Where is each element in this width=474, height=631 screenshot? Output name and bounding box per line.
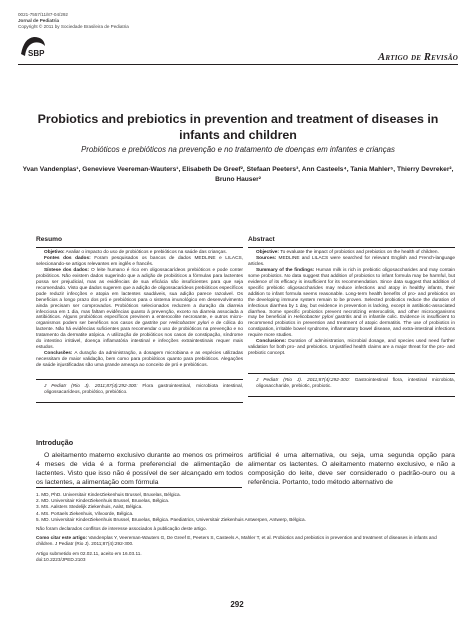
affiliation-2: 2. MD. Universitair KinderZiekenhuis Brussel, Bruxelas, Bélgica. [36, 498, 170, 504]
sbp-logo [18, 34, 48, 60]
intro-heading: Introdução [36, 438, 74, 447]
resumo-heading: Resumo [36, 236, 63, 243]
resumo-citation: J Pediatr (Rio J). 2011;87(4):292-300: Flora gastrointestinal, microbiota intestinal, oligossacarídeos, probiótico, prebiótico. [44, 384, 243, 396]
affiliation-5: 5. MD. Universitair KinderZiekenhuis Brussel, Bruxelas, Bélgica. Paediatrics, Universitair Ziekenhuis Antwerpen, Antwerp, Bélgica. [36, 516, 306, 522]
journal-header [18, 12, 458, 64]
journal-name: Jornal de Pediatria [18, 18, 60, 23]
intro-right-column [248, 438, 455, 487]
abstract-conclusions: Conclusions: Duration of administration, microbial dosage, and species used need further validation for both pro- and prebiotics. Unjustified health claims are a major threat for the pro- and prebiotic concept. [248, 339, 455, 357]
submission-dates: Artigo submetido em 02.02.11, aceito em 16.03.11. [36, 550, 142, 556]
affiliation-3: 3. MS. Aalsters Stedelijk Ziekenhuis, Aalst, Bélgica. [36, 504, 143, 510]
intro-heading-spacer [248, 438, 455, 447]
abstract-heading: Abstract [248, 236, 275, 243]
journal-info [18, 12, 129, 30]
resumo-box [36, 247, 243, 403]
resumo-sources: Fontes dos dados: Foram pesquisados os bancos de dados MEDLINE e LILACS, selecionando-se artigos relevantes em inglês e francês. [36, 255, 243, 267]
author-list: Yvan Vandenplas¹, Genevieve Veereman-Wauters¹, Elisabeth De Greef², Stefaan Peeters³, Ann Casteels⁴, Tania Mahler⁵, Thierry Devreker², Bruno Hauser² [22, 165, 454, 183]
footnotes [36, 492, 446, 563]
header-rule [18, 64, 458, 65]
article-subtitle: Probióticos e prebióticos na prevenção e no tratamento de doenças em infantes e crianças [81, 145, 395, 154]
affiliation-4: 4. MS. Portaels Ziekenhuis, Vilvoorde, Bélgica. [36, 510, 134, 516]
intro-paragraph: O aleitamento materno exclusivo durante ao menos os primeiros 4 meses de vida é a forma preferencial de alimentação de lactentes. Visto que isso não é possível de ser alcançado em todos os lactentes, a alimentação com fórmula [36, 452, 243, 487]
abstract-citation: J Pediatr (Rio J). 2011;87(4):292-300: Gastrointestinal flora, intestinal microbiota, oligosaccharide, prebiotic, probiotic. [256, 378, 455, 390]
affiliation-1: 1. MD, PhD. Universitair KinderZiekenhuis Brussel, Bruxelas, Bélgica. [36, 492, 181, 497]
resumo-bottom-rule [36, 402, 243, 403]
footnote-rule [36, 487, 242, 488]
resumo-conclusions: Conclusões: A duração da administração, a dosagem microbiana e as espécies utilizadas necessitam de maior validação, bem como para probióticos quanto para prebióticos. Alegações de saúde injustificadas são uma grande ameaça ao conceito de pró e prebióticos. [36, 351, 243, 369]
how-to-cite: Como citar este artigo: Vandenplas Y, Veereman-Wauters G, De Greef E, Peeters S, Casteels A, Mahler T, et al. Probiotics and prebiotics in prevention and treatment of diseases in infants and children. J Pediatr (Rio J). 2011;87(4):292-300. [36, 535, 437, 547]
abstract-column [248, 236, 455, 397]
resumo-column [36, 236, 243, 403]
page-number: 292 [230, 600, 244, 609]
abstract-bottom-rule [248, 396, 455, 397]
resumo-objective: Objetivo: Avaliar o impacto do uso de probióticos e prebióticos na saúde das crianças. [44, 250, 227, 255]
intro-paragraph-continued: artificial é uma alternativa, ou seja, uma segunda opção para alimentar os lactentes. O aleitamento materno exclusivo, e não a composição do leite, deve ser considerado o padrão-ouro ou a referência. Portanto, todo método alternativo de [248, 452, 455, 487]
conflict-statement: Não foram declarados conflitos de interesse associados à publicação deste artigo. [36, 526, 207, 532]
issn: 0021-7557/11/87-04/292 [18, 12, 68, 17]
abstract-sources: Sources: MEDLINE and LILACS were searched for relevant English and French-language articles. [248, 255, 455, 267]
logo-lettering: SBP [28, 49, 45, 58]
article-type: Artigo de Revisão [378, 52, 458, 63]
doi: doi:10.2223/JPED.2103 [36, 556, 86, 562]
abstract-box [248, 247, 455, 397]
title-block [18, 112, 458, 185]
intro-left-column [36, 438, 243, 487]
abstract-objective: Objective: To evaluate the impact of probiotics and prebiotics on the health of children. [256, 250, 439, 255]
article-title: Probiotics and prebiotics in prevention and treatment of diseases in infants and children [37, 112, 439, 142]
abstract-findings: Summary of the findings: Human milk is rich in prebiotic oligosaccharides and may contain some probiotics. No data suggest that addition of probiotics to infant formula may be harmful, but evidence of its efficacy is insufficient for its recommendation. Since data suggest that addition of specific prebiotic oligosaccharides may reduce infections and atopy in healthy infants, their addition to infant formula seems reasonable. Long-term health benefits of pro- and prebiotics on the developing immune system remain to be proven. Selected probiotics reduce the duration of infectious diarrhea by 1 day, but evidence in prevention is lacking, except in antibiotic-associated diarrhea. Some specific probiotics prevent necrotizing enterocolitis, and other microorganisms may be beneficial in Helicobacter pylori gastritis and in infantile colic. Evidence is insufficient to recommend probiotics in prevention and treatment of atopic dermatitis. The use of probiotics in constipation, irritable bowel syndrome, inflammatory bowel disease, and extra-intestinal infections require more studies. [248, 267, 455, 339]
resumo-synthesis: Síntese dos dados: O leite humano é rico em oligossacarídeos prebióticos e pode conter probióticos. Não existem dados sugerindo que a adição de probióticos a fórmulas para lactentes possa ser prejudicial, mas as evidências de sua eficácia são insuficientes para que seja recomendado. Visto que dados sugerem que a adição de oligossacarídeos prebióticos específicos pode reduzir infecções e atopia em lactentes saudáveis, sua adição parece razoável. Os benefícios a longo prazo dos pró e prebióticos para o sistema imunológico em desenvolvimento ainda precisam ser comprovados. Probióticos selecionados reduzem a duração da diarreia infecciosa em 1 dia, mas faltam evidências quanto à prevenção, exceto na diarreia associada a antibióticos. Alguns probióticos específicos previnem a enterocolite necrosante, e outros micro-organismos podem ser benéficos nos casos de gastrite por Helicobacter pylori e de cólica do lactente. Não há evidências suficientes para recomendar o uso de probióticos na prevenção e no tratamento da dermatite atópica. A utilização de probióticos nos casos de constipação, síndrome do intestino irritável, doença inflamatória intestinal e infecções extraintestinais requer mais estudos. [36, 267, 243, 351]
copyright: Copyright © 2011 by Sociedade Brasileira de Pediatria [18, 24, 129, 29]
